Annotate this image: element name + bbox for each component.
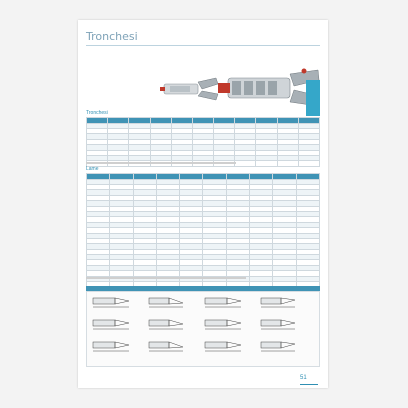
table-cell [235,161,256,166]
chapter-side-tab [306,80,320,116]
blade-drawing [93,342,129,351]
small-shear-photo [160,64,222,112]
blade-drawing [149,320,183,329]
blade-drawing [261,342,295,351]
table-cell [298,161,319,166]
blade-drawing [205,342,241,351]
blade-drawing [261,320,295,329]
blade-schematics-panel [86,291,320,367]
section-heading-tronchesi: Tronchesi [86,110,108,116]
blade-drawing [93,320,129,329]
blade-drawings [87,292,321,368]
page-number: 51 [300,375,307,381]
table-2-footnote [86,277,246,279]
page-number-underline [300,384,318,385]
catalog-page [78,20,328,388]
blade-drawing [93,298,129,307]
table-1-footnote [86,162,236,164]
blade-drawing [205,298,241,307]
section-heading-lame: Lame [86,166,99,172]
table-cell [256,161,277,166]
page-title: Tronchesi [86,30,138,43]
blade-drawing [149,298,183,307]
tronchesi-spec-table [86,117,320,167]
title-underline [86,45,320,46]
blade-drawing [149,342,183,351]
blade-drawing [205,320,241,329]
table-cell [277,161,298,166]
blade-drawing [261,298,295,307]
